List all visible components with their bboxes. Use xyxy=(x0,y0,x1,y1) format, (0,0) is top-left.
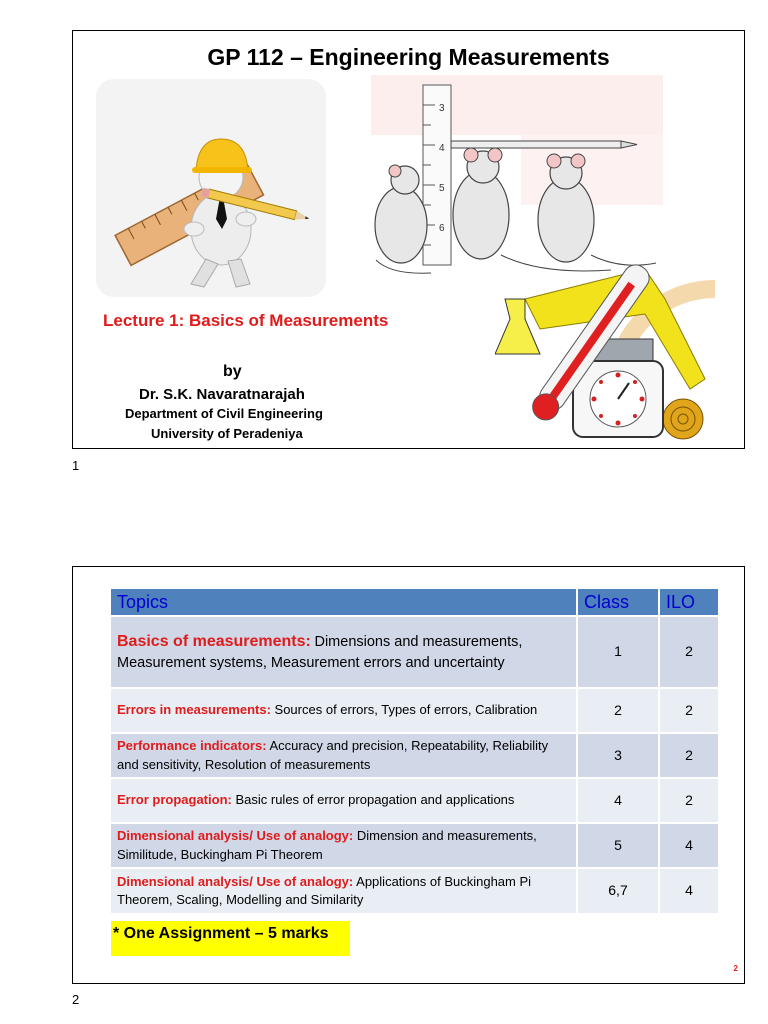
ilo-cell: 4 xyxy=(659,823,719,868)
slide-2 xyxy=(72,566,745,984)
topic-description: Accuracy and precision, Repeatability, Reliability and sensitivity, Resolution of measurements xyxy=(117,738,549,772)
topic-keyword: Dimensional analysis/ Use of analogy: xyxy=(117,873,354,889)
ilo-cell: 2 xyxy=(659,688,719,733)
class-cell: 1 xyxy=(577,616,659,688)
ilo-cell: 2 xyxy=(659,778,719,823)
header-topics: Topics xyxy=(111,589,577,616)
ruler-mark: 4 xyxy=(439,143,445,154)
class-cell: 3 xyxy=(577,733,659,778)
class-cell: 2 xyxy=(577,688,659,733)
slide-1 xyxy=(72,30,745,449)
topic-keyword: Dimensional analysis/ Use of analogy: xyxy=(117,828,354,844)
class-cell: 6,7 xyxy=(577,868,659,913)
table-row xyxy=(111,688,719,733)
ruler-mark: 3 xyxy=(439,103,445,114)
page-number: 2 xyxy=(72,992,80,1007)
topic-cell xyxy=(111,616,577,688)
topic-description: Applications of Buckingham Pi Theorem, Scaling, Modelling and Similarity xyxy=(117,873,532,907)
header-ilo: ILO xyxy=(659,589,719,616)
topic-description: Dimension and measurements, Similitude, Buckingham Pi Theorem xyxy=(117,828,537,862)
slide-title: GP 112 – Engineering Measurements xyxy=(207,44,610,70)
slide-number: 2 xyxy=(733,964,738,973)
topic-keyword: Error propagation: xyxy=(117,792,232,808)
table-header-row xyxy=(111,589,719,616)
department-name: Department of Civil Engineering xyxy=(125,406,323,421)
author-name: Dr. S.K. Navaratnarajah xyxy=(139,386,305,403)
mice-measuring-image xyxy=(371,75,663,280)
table-row xyxy=(111,868,719,913)
topic-cell xyxy=(111,868,577,913)
topic-keyword: Performance indicators: xyxy=(117,738,267,754)
ilo-cell: 4 xyxy=(659,868,719,913)
topic-cell xyxy=(111,778,577,823)
lecture-title: Lecture 1: Basics of Measurements xyxy=(103,311,389,330)
measuring-tools-image xyxy=(495,259,735,443)
table-row xyxy=(111,823,719,868)
ruler-mark: 5 xyxy=(439,183,445,194)
assignment-note: * One Assignment – 5 marks xyxy=(111,921,350,956)
page-number: 1 xyxy=(72,458,80,473)
topic-description: Basic rules of error propagation and applications xyxy=(235,792,515,808)
class-cell: 4 xyxy=(577,778,659,823)
ilo-cell: 2 xyxy=(659,733,719,778)
topic-keyword: Errors in measurements: xyxy=(117,702,271,718)
university-name: University of Peradeniya xyxy=(151,426,303,441)
table-row xyxy=(111,616,719,688)
ruler-mark: 6 xyxy=(439,223,445,234)
topic-description: Dimensions and measurements, Measurement systems, Measurement errors and uncertainty xyxy=(117,633,523,672)
ilo-cell: 2 xyxy=(659,616,719,688)
class-cell: 5 xyxy=(577,823,659,868)
topic-cell xyxy=(111,733,577,778)
topic-cell xyxy=(111,823,577,868)
by-label: by xyxy=(223,363,242,380)
header-class: Class xyxy=(577,589,659,616)
worker-with-ruler-image xyxy=(96,79,326,297)
topic-cell xyxy=(111,688,577,733)
topic-keyword: Basics of measurements: xyxy=(117,632,311,650)
topics-table xyxy=(111,589,720,913)
table-row xyxy=(111,778,719,823)
table-row xyxy=(111,733,719,778)
topic-description: Sources of errors, Types of errors, Calibration xyxy=(274,702,538,718)
